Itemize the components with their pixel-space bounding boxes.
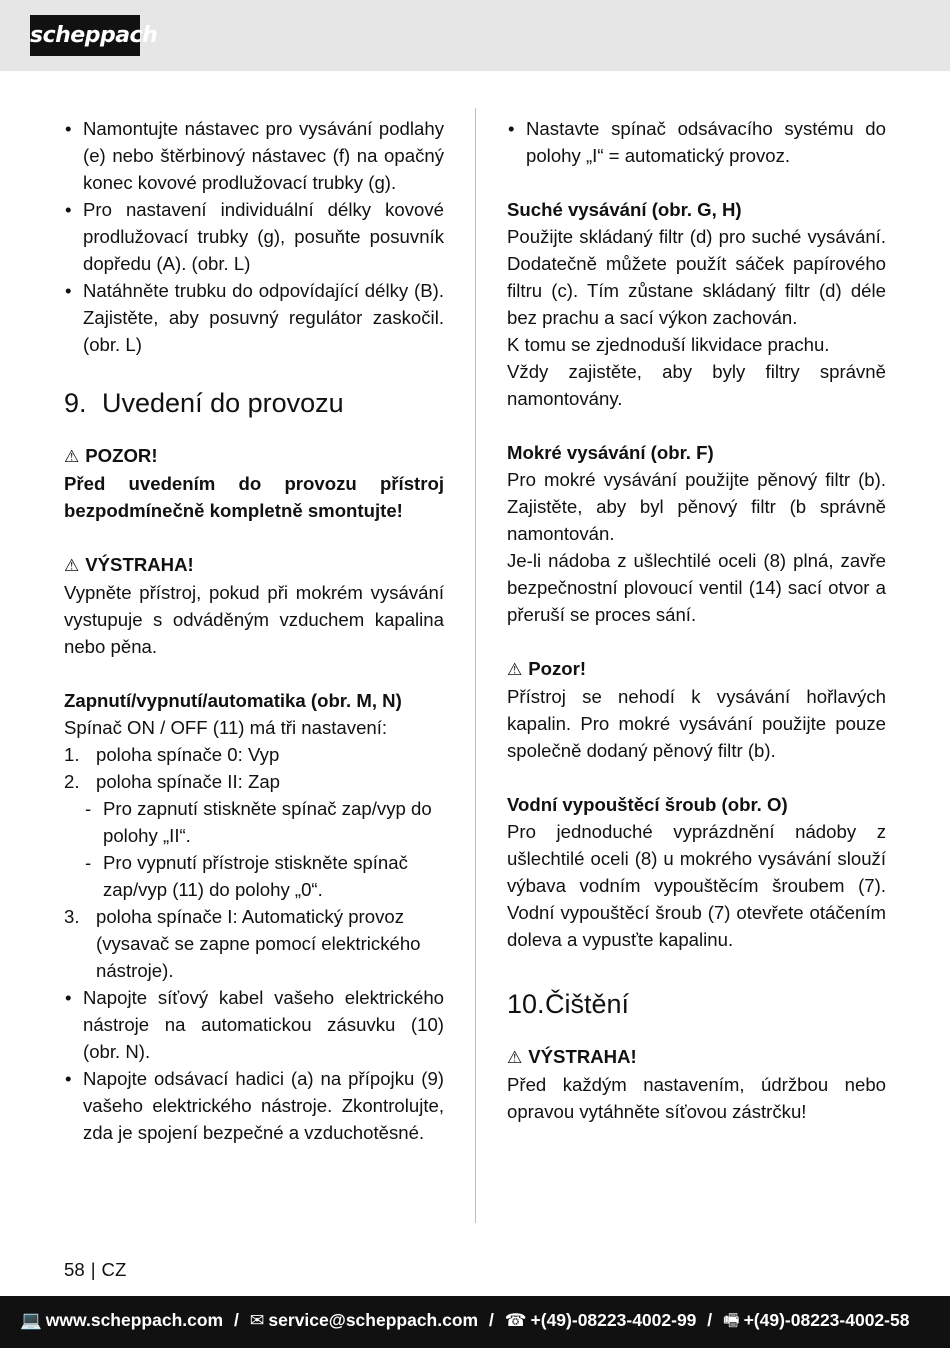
switch-intro: Spínač ON / OFF (11) má tři nastavení: xyxy=(64,717,388,738)
caution-label: ⚠ Pozor! xyxy=(507,655,886,683)
list-item: • Napojte síťový kabel vašeho elektrického nástroje na automatickou zásuvku (10) (obr. N). xyxy=(64,984,444,1065)
column-divider xyxy=(475,108,476,1223)
auto-list xyxy=(507,115,886,169)
drain-paragraph: Pro jednoduché vyprázdnění nádoby z ušlechtilé oceli (8) u mokrého vysávání slouží výbava vodním vypouštěcím šroubem (7). Vodní vypouštěcí šroub (7) otevřete otáčením doleva a vypusťte kapalinu. xyxy=(507,821,886,950)
section-number: 9. xyxy=(64,388,87,418)
dry-paragraph: Vždy zajistěte, aby byly filtry správně namontovány. xyxy=(507,361,886,409)
list-item: • Napojte odsávací hadici (a) na přípojku (9) vašeho elektrického nástroje. Zkontrolujte, zda je spojení bezpečné a vzduchotěsné. xyxy=(64,1065,444,1146)
list-item: - Pro vypnutí přístroje stiskněte spínač zap/vyp (11) do polohy „0“. xyxy=(84,849,444,903)
wet-paragraph: Je-li nádoba z ušlechtilé oceli (8) plná, zavře bezpečnostní plovoucí ventil (14) sací otvor a přeruší se proces sání. xyxy=(507,550,886,625)
section-heading-10 xyxy=(507,986,886,1022)
right-column xyxy=(507,115,886,1125)
website-link[interactable]: www.scheppach.com xyxy=(45,1310,224,1330)
warning-triangle-icon: ⚠ xyxy=(507,660,523,679)
list-item: - Pro zapnutí stiskněte spínač zap/vyp do polohy „II“. xyxy=(84,795,444,849)
left-column xyxy=(64,115,444,1146)
warning-label: ⚠ VÝSTRAHA! xyxy=(64,551,444,579)
list-item: 2. poloha spínače II: Zap xyxy=(64,771,280,792)
fax-number: +(49)-08223-4002-58 xyxy=(743,1310,910,1330)
caution-label: ⚠ POZOR! xyxy=(64,442,444,470)
dry-paragraph: K tomu se zjednoduší likvidace prachu. xyxy=(507,334,830,355)
dry-heading: Suché vysávání (obr. G, H) xyxy=(507,199,742,220)
switch-positions xyxy=(64,741,444,795)
list-item: • Nastavte spínač odsávacího systému do polohy „I“ = automatický provoz. xyxy=(507,115,886,169)
list-item: • Pro nastavení individuální délky kovové prodlužovací trubky (g), posuňte posuvník dopředu (A). (obr. L) xyxy=(64,196,444,277)
dry-paragraph: Použijte skládaný filtr (d) pro suché vysávání. Dodatečně můžete použít sáček papírového filtru (c). Tím zůstane skládaný filtr (d) déle bez prachu a sací výkon zachován. xyxy=(507,226,886,328)
section-title: Uvedení do provozu xyxy=(102,388,344,418)
wet-paragraph: Pro mokré vysávání použijte pěnový filtr (b). Zajistěte, aby byl pěnový filtr (b správně namontován. xyxy=(507,469,886,544)
contact-bar: 💻 www.scheppach.com / ✉ service@scheppach.com / ☎ +(49)-08223-4002-99 / 🖷 +(49)-08223-4002-58 xyxy=(0,1296,950,1348)
caution-text: Přístroj se nehodí k vysávání hořlavých kapalin. Pro mokré vysávání použijte pouze společně dodaný pěnový filtr (b). xyxy=(507,686,886,761)
header-bar xyxy=(0,0,950,71)
drain-heading: Vodní vypouštěcí šroub (obr. O) xyxy=(507,794,788,815)
warning-label: ⚠ VÝSTRAHA! xyxy=(507,1043,886,1071)
caution-text: Před uvedením do provozu přístroj bezpodmínečně kompletně smontujte! xyxy=(64,473,444,521)
email-link[interactable]: service@scheppach.com xyxy=(268,1310,479,1330)
list-item: 1. poloha spínače 0: Vyp xyxy=(64,744,280,765)
fax-icon: 🖷 xyxy=(723,1310,740,1330)
list-item: 3. poloha spínače I: Automatický provoz (vysavač se zapne pomocí elektrického nástroje). xyxy=(64,906,421,981)
switch-heading: Zapnutí/vypnutí/automatika (obr. M, N) xyxy=(64,690,402,711)
page-separator: | xyxy=(90,1259,96,1280)
phone-number: +(49)-08223-4002-99 xyxy=(530,1310,697,1330)
warning-text: Vypněte přístroj, pokud při mokrém vysávání vystupuje s odváděným vzduchem kapalina nebo pěna. xyxy=(64,582,444,657)
computer-icon: 💻 xyxy=(20,1310,42,1330)
warning-triangle-icon: ⚠ xyxy=(507,1048,523,1067)
language-code: CZ xyxy=(101,1259,127,1280)
section-number: 10. xyxy=(507,989,545,1019)
section-heading-9 xyxy=(64,385,444,421)
warning-text: Před každým nastavením, údržbou nebo opravou vytáhněte síťovou zástrčku! xyxy=(507,1074,886,1122)
telephone-icon: ☎ xyxy=(504,1310,527,1330)
wet-heading: Mokré vysávání (obr. F) xyxy=(507,442,714,463)
connection-list xyxy=(64,984,444,1146)
switch-substeps xyxy=(84,795,444,903)
assembly-list xyxy=(64,115,444,358)
scheppach-logo: scheppach xyxy=(30,15,140,56)
list-item: • Namontujte nástavec pro vysávání podlahy (e) nebo štěrbinový nástavec (f) na opačný konec kovové prodlužovací trubky (g). xyxy=(64,115,444,196)
page-number: 58 xyxy=(64,1259,85,1280)
section-title: Čištění xyxy=(545,989,630,1019)
warning-triangle-icon: ⚠ xyxy=(64,556,80,575)
envelope-icon: ✉ xyxy=(249,1310,265,1330)
switch-positions-3 xyxy=(64,903,444,984)
page-footer xyxy=(64,1256,126,1283)
list-item: • Natáhněte trubku do odpovídající délky (B). Zajistěte, aby posuvný regulátor zaskočil. (obr. L) xyxy=(64,277,444,358)
warning-triangle-icon: ⚠ xyxy=(64,447,80,466)
